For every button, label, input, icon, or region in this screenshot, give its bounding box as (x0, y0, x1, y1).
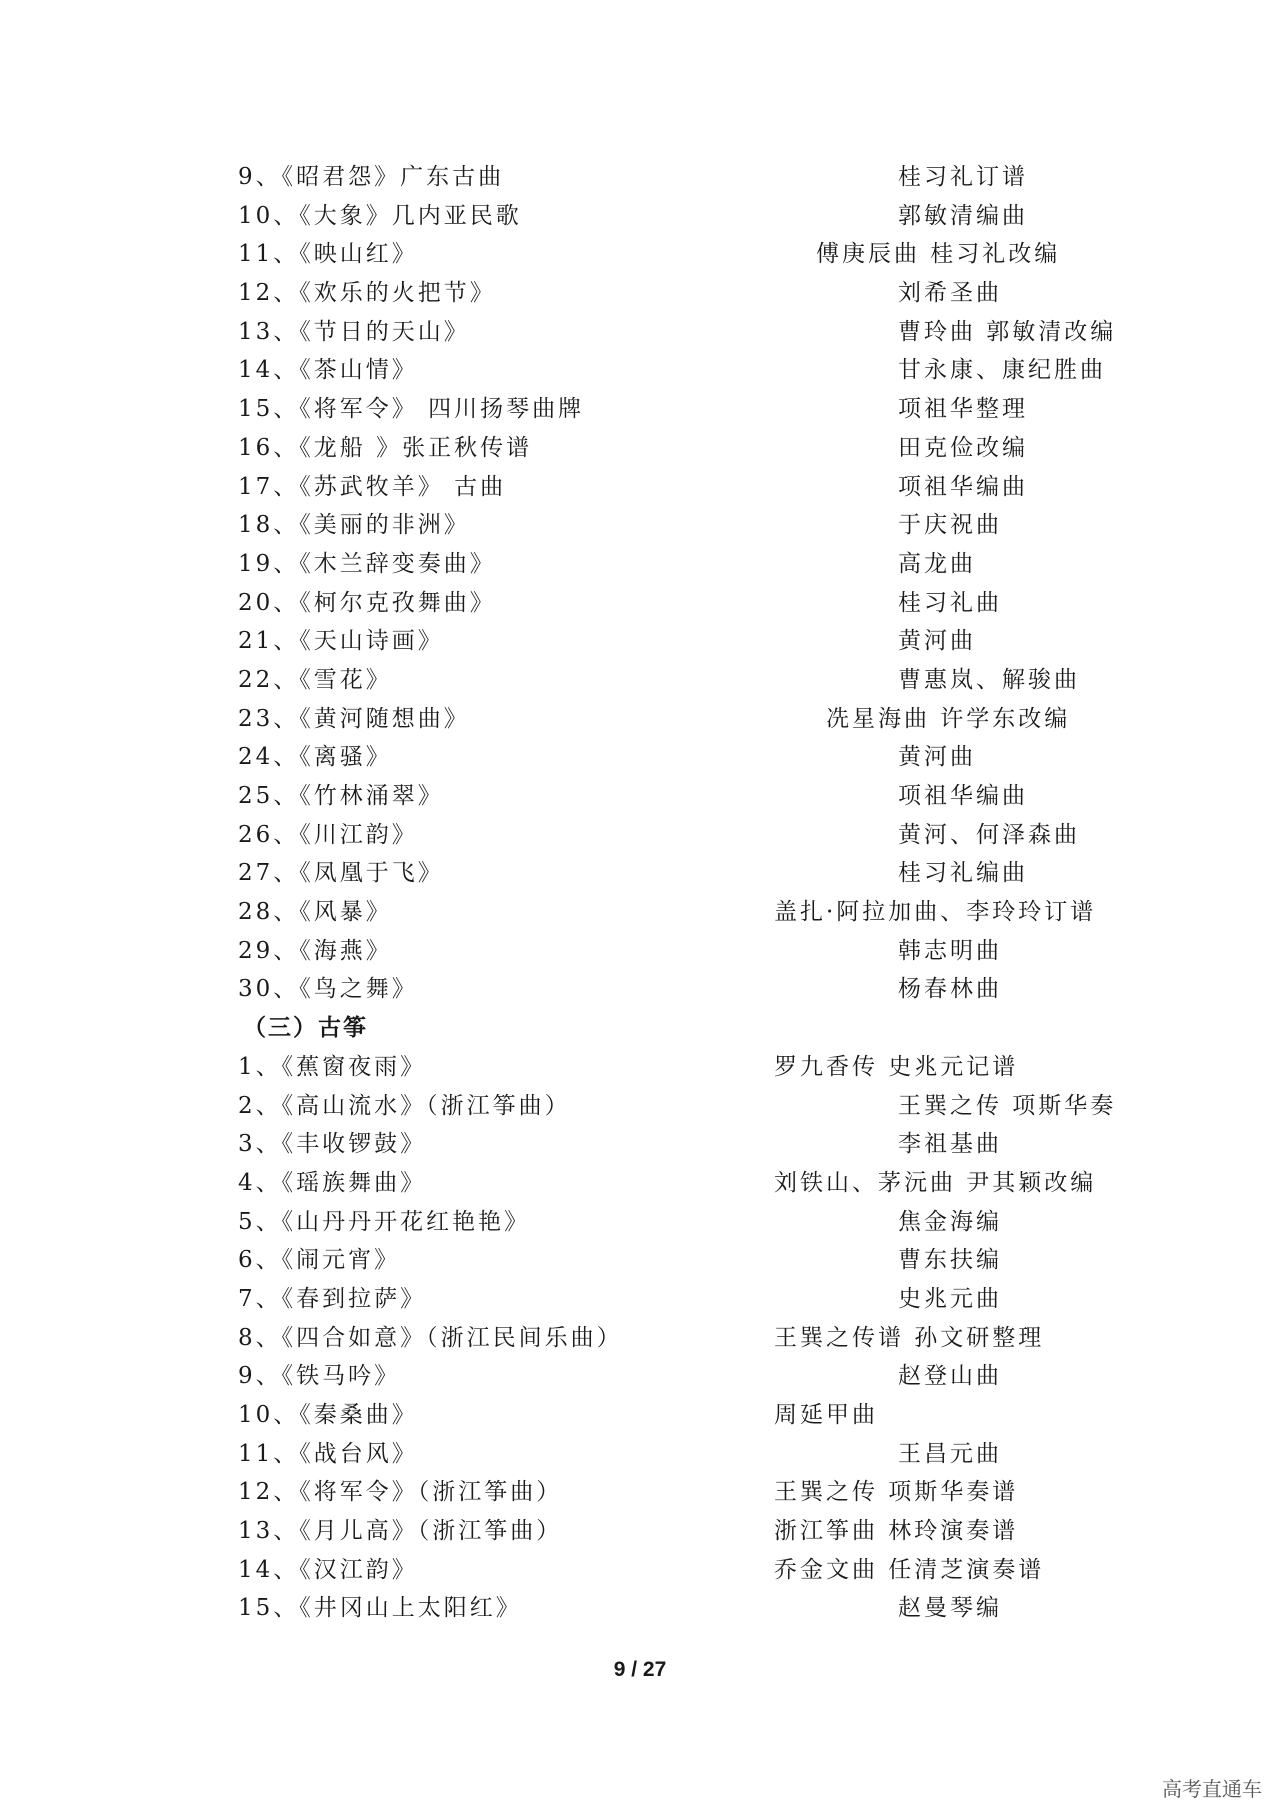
piece-title: 29、《海燕》 (238, 937, 392, 964)
list-item (238, 197, 1138, 236)
list-item (238, 622, 1138, 661)
piece-credit: 傅庚辰曲 桂习礼改编 (816, 241, 1061, 268)
piece-title: 24、《离骚》 (238, 744, 392, 771)
piece-credit: 杨春林曲 (898, 976, 1002, 1003)
piece-title: 7、《春到拉萨》 (238, 1285, 427, 1312)
piece-title: 25、《竹林涌翠》 (238, 783, 444, 809)
piece-credit: 李祖基曲 (898, 1131, 1002, 1158)
list-item (238, 1473, 1138, 1512)
piece-title: 26、《川江韵》 (238, 821, 418, 848)
piece-title: 8、《四合如意》（浙江民间乐曲） (238, 1324, 623, 1351)
piece-credit: 王巽之传谱 孙文研整理 (774, 1324, 1045, 1351)
piece-title: 14、《茶山情》 (238, 357, 418, 384)
piece-title: 3、《丰收锣鼓》 (238, 1131, 427, 1158)
list-item (238, 700, 1138, 739)
piece-credit: 项祖华编曲 (898, 783, 1028, 809)
piece-title: 21、《天山诗画》 (238, 628, 444, 655)
list-item (238, 1203, 1138, 1242)
piece-credit: 黄河曲 (898, 744, 976, 771)
piece-credit: 刘铁山、茅沅曲 尹其颖改编 (774, 1169, 1097, 1196)
piece-credit: 曹东扶编 (898, 1247, 1002, 1274)
piece-credit: 甘永康、康纪胜曲 (898, 357, 1106, 384)
list-item (238, 584, 1138, 623)
piece-title: 11、《映山红》 (238, 241, 418, 268)
piece-title: 10、《秦桑曲》 (238, 1402, 418, 1428)
list-item (238, 1125, 1138, 1164)
list-item (238, 313, 1138, 352)
piece-credit: 乔金文曲 任清芝演奏谱 (774, 1556, 1045, 1583)
list-item (238, 738, 1138, 777)
piece-credit: 刘希圣曲 (898, 280, 1002, 307)
piece-credit: 高龙曲 (898, 550, 976, 577)
section-heading: （三）古筝 (243, 1014, 368, 1042)
list-item (238, 661, 1138, 700)
piece-title: 17、《苏武牧羊》 古曲 (238, 473, 507, 500)
list-item (238, 1280, 1138, 1319)
piece-credit: 罗九香传 史兆元记谱 (774, 1053, 1019, 1080)
piece-credit: 冼星海曲 许学东改编 (826, 705, 1071, 732)
piece-credit: 桂习礼编曲 (898, 860, 1028, 887)
piece-title: 9、《铁马吟》 (238, 1363, 401, 1390)
list-item (238, 970, 1138, 1009)
piece-credit: 浙江筝曲 林玲演奏谱 (774, 1518, 1019, 1545)
piece-title: 11、《战台风》 (238, 1440, 418, 1467)
piece-title: 15、《井冈山上太阳红》 (238, 1595, 522, 1622)
piece-title: 30、《鸟之舞》 (238, 976, 418, 1003)
piece-title: 27、《凤凰于飞》 (238, 860, 444, 887)
piece-title: 4、《瑶族舞曲》 (238, 1169, 427, 1196)
list-item (238, 158, 1138, 197)
list-item (238, 545, 1138, 584)
list-item (238, 1319, 1138, 1358)
piece-title: 23、《黄河随想曲》 (238, 705, 470, 732)
piece-title: 20、《柯尔克孜舞曲》 (238, 589, 496, 616)
piece-title: 15、《将军令》 四川扬琴曲牌 (238, 396, 585, 423)
piece-title: 2、《高山流水》（浙江筝曲） (238, 1092, 571, 1119)
list-item (238, 351, 1138, 390)
piece-title: 28、《风暴》 (238, 899, 392, 926)
piece-credit: 于庆祝曲 (898, 512, 1002, 539)
list-item (238, 468, 1138, 507)
piece-title: 6、《闹元宵》 (238, 1247, 401, 1274)
piece-title: 12、《将军令》（浙江筝曲） (238, 1479, 563, 1506)
list-item (238, 274, 1138, 313)
list-item (238, 854, 1138, 893)
piece-title: 22、《雪花》 (238, 666, 392, 693)
list-item (238, 506, 1138, 545)
piece-title: 1、《蕉窗夜雨》 (238, 1053, 427, 1080)
piece-title: 13、《节日的天山》 (238, 318, 470, 345)
piece-credit: 王巽之传 项斯华奏谱 (774, 1479, 1019, 1506)
piece-credit: 郭敏清编曲 (898, 202, 1028, 229)
list-item (238, 777, 1138, 816)
piece-credit: 曹玲曲 郭敏清改编 (898, 318, 1117, 345)
list-item (238, 235, 1138, 274)
piece-credit: 黄河曲 (898, 628, 976, 655)
list-item (238, 1241, 1138, 1280)
piece-credit: 桂习礼订谱 (898, 164, 1028, 190)
section-heading-row (238, 1009, 1138, 1048)
piece-credit: 韩志明曲 (898, 937, 1002, 964)
watermark: 高考直通车 (1162, 1777, 1262, 1801)
piece-title: 9、《昭君怨》广东古曲 (238, 164, 505, 190)
piece-credit: 赵登山曲 (898, 1363, 1002, 1390)
piece-credit: 项祖华整理 (898, 396, 1028, 423)
piece-title: 10、《大象》几内亚民歌 (238, 202, 522, 229)
list-item (238, 1396, 1138, 1435)
piece-title: 19、《木兰辞变奏曲》 (238, 550, 496, 577)
piece-title: 12、《欢乐的火把节》 (238, 280, 496, 307)
piece-credit: 曹惠岚、解骏曲 (898, 666, 1080, 693)
piece-credit: 周延甲曲 (774, 1402, 878, 1428)
list-item (238, 429, 1138, 468)
piece-title: 13、《月儿高》（浙江筝曲） (238, 1518, 563, 1545)
piece-credit: 田克俭改编 (898, 434, 1028, 461)
list-item (238, 816, 1138, 855)
piece-title: 18、《美丽的非洲》 (238, 512, 470, 539)
list-item (238, 893, 1138, 932)
piece-credit: 黄河、何泽森曲 (898, 821, 1080, 848)
piece-credit: 桂习礼曲 (898, 589, 1002, 616)
piece-credit: 盖扎·阿拉加曲、李玲玲订谱 (774, 899, 1097, 926)
piece-credit: 项祖华编曲 (898, 473, 1028, 500)
list-item (238, 932, 1138, 971)
list-item (238, 1435, 1138, 1474)
list-item (238, 1589, 1138, 1628)
list-item (238, 1164, 1138, 1203)
list-item (238, 1048, 1138, 1087)
piece-credit: 王昌元曲 (898, 1440, 1002, 1467)
piece-title: 5、《山丹丹开花红艳艳》 (238, 1208, 531, 1235)
repertoire-list (238, 158, 1138, 1628)
list-item (238, 390, 1138, 429)
piece-credit: 焦金海编 (898, 1208, 1002, 1235)
piece-credit: 王巽之传 项斯华奏 (898, 1092, 1117, 1119)
piece-title: 14、《汉江韵》 (238, 1556, 418, 1583)
page-number: 9 / 27 (613, 1658, 667, 1681)
piece-title: 16、《龙船 》张正秋传谱 (238, 434, 533, 461)
piece-credit: 史兆元曲 (898, 1285, 1002, 1312)
list-item (238, 1551, 1138, 1590)
piece-credit: 赵曼琴编 (898, 1595, 1002, 1622)
list-item (238, 1512, 1138, 1551)
list-item (238, 1357, 1138, 1396)
list-item (238, 1087, 1138, 1126)
